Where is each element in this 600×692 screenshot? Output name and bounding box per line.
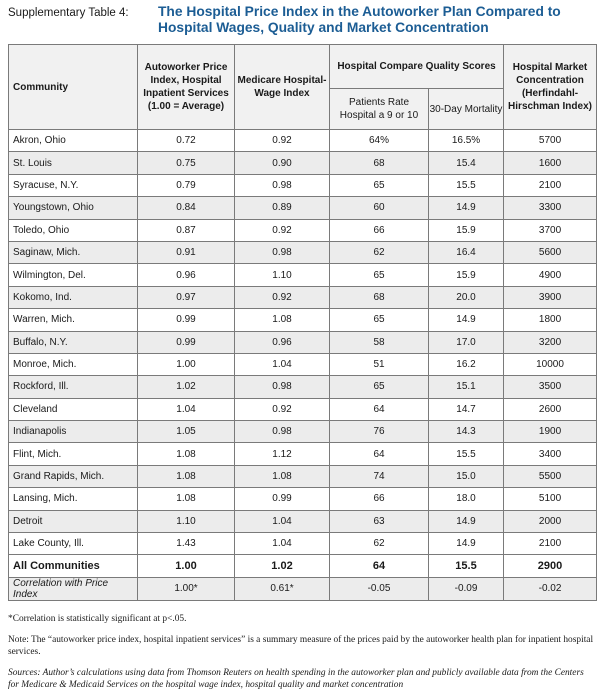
patients-rate-cell: 65 xyxy=(330,376,429,398)
community-cell: Youngstown, Ohio xyxy=(9,197,138,219)
table-title: The Hospital Price Index in the Autoworker Plan Compared to Hospital Wages, Quality and Market Concentration xyxy=(158,4,561,35)
community-cell: Saginaw, Mich. xyxy=(9,241,138,263)
mortality-cell: 14.9 xyxy=(429,533,504,555)
concentration-cell: 5600 xyxy=(504,241,597,263)
price-index-cell: 0.79 xyxy=(138,174,235,196)
community-cell: Syracuse, N.Y. xyxy=(9,174,138,196)
concentration-cell: 3300 xyxy=(504,197,597,219)
concentration-cell: 2100 xyxy=(504,533,597,555)
mortality-cell: 14.9 xyxy=(429,197,504,219)
community-cell: Wilmington, Del. xyxy=(9,264,138,286)
data-table xyxy=(8,44,597,601)
table-row xyxy=(9,376,597,398)
mortality-cell: 14.7 xyxy=(429,398,504,420)
price-index-cell: 1.04 xyxy=(138,398,235,420)
community-cell: Kokomo, Ind. xyxy=(9,286,138,308)
patients-rate-cell: 64% xyxy=(330,130,429,152)
col-header-mortality: 30-Day Mortality xyxy=(429,89,504,130)
wage-index-cell: 1.08 xyxy=(235,309,330,331)
patients-rate-cell: 65 xyxy=(330,174,429,196)
community-cell: Lake County, Ill. xyxy=(9,533,138,555)
patients-rate-cell: -0.05 xyxy=(330,577,429,600)
price-index-cell: 1.10 xyxy=(138,510,235,532)
sources-note: Sources: Author’s calculations using data from Thomson Reuters on health spending in the autoworker plan and publicly available data from the Centers for Medicare & Medicaid Services on the hospital wage index, hospital quality and market concentration xyxy=(8,668,584,690)
mortality-cell: 16.2 xyxy=(429,353,504,375)
table-row xyxy=(9,130,597,152)
mortality-cell: 17.0 xyxy=(429,331,504,353)
wage-index-cell: 0.98 xyxy=(235,174,330,196)
mortality-cell: 15.4 xyxy=(429,152,504,174)
mortality-cell: 15.5 xyxy=(429,443,504,465)
mortality-cell: 14.3 xyxy=(429,421,504,443)
wage-index-cell: 0.92 xyxy=(235,286,330,308)
concentration-cell: 2000 xyxy=(504,510,597,532)
mortality-cell: 14.9 xyxy=(429,510,504,532)
table-row xyxy=(9,152,597,174)
total-row xyxy=(9,555,597,577)
table-body xyxy=(9,130,597,601)
table-row xyxy=(9,286,597,308)
price-index-cell: 1.00 xyxy=(138,353,235,375)
mortality-cell: 14.9 xyxy=(429,309,504,331)
wage-index-cell: 0.89 xyxy=(235,197,330,219)
mortality-cell: 15.5 xyxy=(429,174,504,196)
community-cell: Rockford, Ill. xyxy=(9,376,138,398)
col-header-concentration: Hospital Market Concentration (Herfindahl-Hirschman Index) xyxy=(504,45,597,130)
table-row xyxy=(9,264,597,286)
concentration-cell: 3900 xyxy=(504,286,597,308)
patients-rate-cell: 76 xyxy=(330,421,429,443)
price-index-cell: 0.97 xyxy=(138,286,235,308)
table-row xyxy=(9,533,597,555)
table-notes xyxy=(8,613,596,691)
table-row xyxy=(9,353,597,375)
community-cell: Indianapolis xyxy=(9,421,138,443)
community-cell: Correlation with Price Index xyxy=(9,577,138,600)
table-row xyxy=(9,241,597,263)
patients-rate-cell: 68 xyxy=(330,286,429,308)
mortality-cell: 15.0 xyxy=(429,465,504,487)
wage-index-cell: 0.92 xyxy=(235,398,330,420)
mortality-cell: 15.1 xyxy=(429,376,504,398)
community-cell: Grand Rapids, Mich. xyxy=(9,465,138,487)
community-cell: Buffalo, N.Y. xyxy=(9,331,138,353)
patients-rate-cell: 60 xyxy=(330,197,429,219)
table-label: Supplementary Table 4: xyxy=(8,7,129,19)
concentration-cell: 3500 xyxy=(504,376,597,398)
wage-index-cell: 0.99 xyxy=(235,488,330,510)
community-cell: All Communities xyxy=(9,555,138,577)
table-row xyxy=(9,443,597,465)
wage-index-cell: 0.98 xyxy=(235,421,330,443)
price-index-cell: 1.00 xyxy=(138,555,235,577)
price-index-cell: 1.05 xyxy=(138,421,235,443)
table-row xyxy=(9,174,597,196)
table-row xyxy=(9,398,597,420)
table-row xyxy=(9,510,597,532)
concentration-cell: 3200 xyxy=(504,331,597,353)
concentration-cell: 2100 xyxy=(504,174,597,196)
concentration-cell: 5100 xyxy=(504,488,597,510)
table-row xyxy=(9,421,597,443)
wage-index-cell: 0.90 xyxy=(235,152,330,174)
patients-rate-cell: 65 xyxy=(330,309,429,331)
patients-rate-cell: 66 xyxy=(330,219,429,241)
price-index-cell: 1.00* xyxy=(138,577,235,600)
wage-index-cell: 0.98 xyxy=(235,376,330,398)
price-index-cell: 0.99 xyxy=(138,331,235,353)
concentration-cell: 2900 xyxy=(504,555,597,577)
concentration-cell: 1900 xyxy=(504,421,597,443)
wage-index-cell: 1.12 xyxy=(235,443,330,465)
price-index-cell: 1.02 xyxy=(138,376,235,398)
community-cell: Cleveland xyxy=(9,398,138,420)
price-index-cell: 1.08 xyxy=(138,443,235,465)
patients-rate-cell: 62 xyxy=(330,533,429,555)
col-header-community: Community xyxy=(9,45,138,130)
wage-index-cell: 1.02 xyxy=(235,555,330,577)
price-index-cell: 0.99 xyxy=(138,309,235,331)
wage-index-cell: 1.04 xyxy=(235,353,330,375)
wage-index-cell: 0.92 xyxy=(235,219,330,241)
patients-rate-cell: 63 xyxy=(330,510,429,532)
concentration-cell: 3400 xyxy=(504,443,597,465)
correlation-row xyxy=(9,577,597,600)
table-row xyxy=(9,197,597,219)
price-index-cell: 0.87 xyxy=(138,219,235,241)
table-row xyxy=(9,219,597,241)
community-cell: Detroit xyxy=(9,510,138,532)
wage-index-cell: 1.10 xyxy=(235,264,330,286)
col-header-quality-group: Hospital Compare Quality Scores xyxy=(330,45,504,89)
community-cell: Toledo, Ohio xyxy=(9,219,138,241)
mortality-cell: 16.5% xyxy=(429,130,504,152)
community-cell: Warren, Mich. xyxy=(9,309,138,331)
col-header-wage-index: Medicare Hospital-Wage Index xyxy=(235,45,330,130)
mortality-cell: 18.0 xyxy=(429,488,504,510)
price-index-cell: 1.08 xyxy=(138,488,235,510)
concentration-cell: 3700 xyxy=(504,219,597,241)
community-cell: Akron, Ohio xyxy=(9,130,138,152)
mortality-cell: 15.9 xyxy=(429,264,504,286)
community-cell: Lansing, Mich. xyxy=(9,488,138,510)
concentration-cell: 5700 xyxy=(504,130,597,152)
community-cell: Monroe, Mich. xyxy=(9,353,138,375)
table-header xyxy=(8,4,596,40)
price-index-cell: 0.75 xyxy=(138,152,235,174)
wage-index-cell: 0.96 xyxy=(235,331,330,353)
significance-note: *Correlation is statistically significant at p<.05. xyxy=(8,614,187,624)
price-index-cell: 0.96 xyxy=(138,264,235,286)
table-row xyxy=(9,465,597,487)
patients-rate-cell: 51 xyxy=(330,353,429,375)
wage-index-cell: 1.04 xyxy=(235,533,330,555)
col-header-price-index: Autoworker Price Index, Hospital Inpatient Services (1.00 = Average) xyxy=(138,45,235,130)
price-index-cell: 0.84 xyxy=(138,197,235,219)
patients-rate-cell: 74 xyxy=(330,465,429,487)
patients-rate-cell: 68 xyxy=(330,152,429,174)
price-index-cell: 0.72 xyxy=(138,130,235,152)
wage-index-cell: 0.61* xyxy=(235,577,330,600)
concentration-cell: 2600 xyxy=(504,398,597,420)
patients-rate-cell: 65 xyxy=(330,264,429,286)
patients-rate-cell: 64 xyxy=(330,443,429,465)
patients-rate-cell: 62 xyxy=(330,241,429,263)
table-row xyxy=(9,309,597,331)
concentration-cell: 1600 xyxy=(504,152,597,174)
patients-rate-cell: 64 xyxy=(330,398,429,420)
methodology-note: Note: The “autoworker price index, hospital inpatient services” is a summary measure of the prices paid by the autoworker health plan for inpatient hospital services. xyxy=(8,635,594,657)
price-index-cell: 0.91 xyxy=(138,241,235,263)
price-index-cell: 1.43 xyxy=(138,533,235,555)
concentration-cell: -0.02 xyxy=(504,577,597,600)
patients-rate-cell: 66 xyxy=(330,488,429,510)
community-cell: St. Louis xyxy=(9,152,138,174)
concentration-cell: 1800 xyxy=(504,309,597,331)
concentration-cell: 4900 xyxy=(504,264,597,286)
wage-index-cell: 0.98 xyxy=(235,241,330,263)
patients-rate-cell: 64 xyxy=(330,555,429,577)
table-row xyxy=(9,331,597,353)
mortality-cell: 15.5 xyxy=(429,555,504,577)
table-row xyxy=(9,488,597,510)
mortality-cell: 16.4 xyxy=(429,241,504,263)
patients-rate-cell: 58 xyxy=(330,331,429,353)
price-index-cell: 1.08 xyxy=(138,465,235,487)
wage-index-cell: 0.92 xyxy=(235,130,330,152)
wage-index-cell: 1.08 xyxy=(235,465,330,487)
concentration-cell: 5500 xyxy=(504,465,597,487)
col-header-patients-rate: Patients Rate Hospital a 9 or 10 xyxy=(330,89,429,130)
concentration-cell: 10000 xyxy=(504,353,597,375)
mortality-cell: 20.0 xyxy=(429,286,504,308)
wage-index-cell: 1.04 xyxy=(235,510,330,532)
mortality-cell: -0.09 xyxy=(429,577,504,600)
mortality-cell: 15.9 xyxy=(429,219,504,241)
community-cell: Flint, Mich. xyxy=(9,443,138,465)
